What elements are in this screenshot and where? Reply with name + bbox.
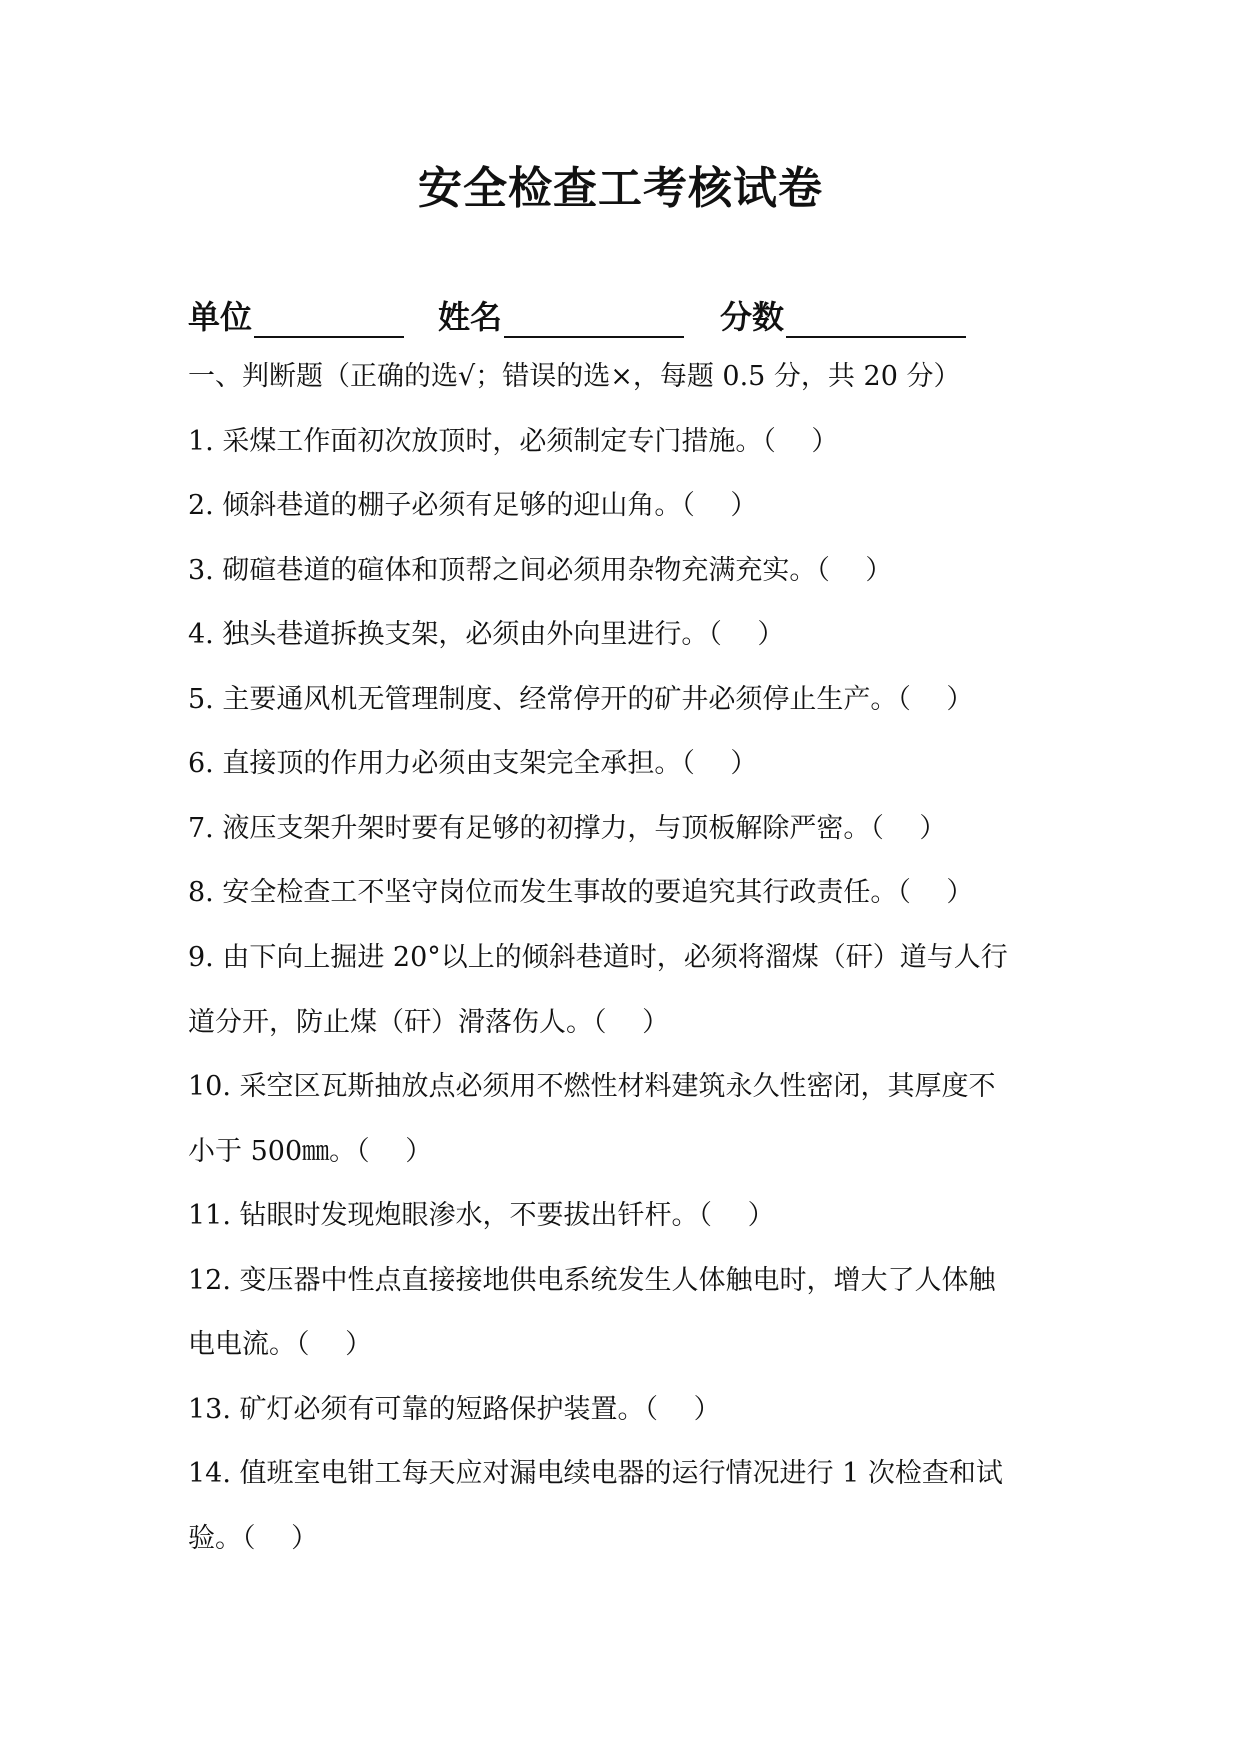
score-field — [720, 292, 966, 338]
question-line: 11. 钻眼时发现炮眼渗水，不要拔出钎杆。（ ） — [188, 1200, 775, 1231]
question-line: 4. 独头巷道拆换支架，必须由外向里进行。（ ） — [188, 619, 785, 650]
question-line: 8. 安全检查工不坚守岗位而发生事故的要追究其行政责任。（ ） — [188, 877, 974, 908]
unit-label: 单位 — [188, 298, 253, 336]
question-line-continued: 验。（ ） — [188, 1523, 319, 1554]
question-line: 2. 倾斜巷道的棚子必须有足够的迎山角。（ ） — [188, 490, 758, 521]
score-label: 分数 — [720, 298, 785, 336]
section-heading: 一、判断题（正确的选√；错误的选×，每题 0.5 分，共 20 分） — [188, 361, 961, 392]
score-blank-line — [786, 300, 966, 338]
question-line: 5. 主要通风机无管理制度、经常停开的矿井必须停止生产。（ ） — [188, 684, 974, 715]
question-line-continued: 道分开，防止煤（矸）滑落伤人。（ ） — [188, 1007, 670, 1038]
question-line: 6. 直接顶的作用力必须由支架完全承担。（ ） — [188, 748, 758, 779]
question-line: 13. 矿灯必须有可靠的短路保护装置。（ ） — [188, 1394, 721, 1425]
name-field — [438, 292, 684, 338]
name-blank-line — [504, 300, 684, 338]
question-line: 14. 值班室电钳工每天应对漏电续电器的运行情况进行 1 次检查和试 — [188, 1458, 1003, 1489]
question-line-continued: 小于 500㎜。（ ） — [188, 1136, 433, 1167]
question-line: 12. 变压器中性点直接接地供电系统发生人体触电时，增大了人体触 — [188, 1265, 996, 1296]
question-line: 9. 由下向上掘进 20°以上的倾斜巷道时，必须将溜煤（矸）道与人行 — [188, 942, 1008, 973]
question-line-continued: 电电流。（ ） — [188, 1329, 373, 1360]
name-label: 姓名 — [438, 298, 503, 336]
page-title: 安全检查工考核试卷 — [418, 163, 823, 214]
unit-blank-line — [254, 300, 404, 338]
question-line: 3. 砌碹巷道的碹体和顶帮之间必须用杂物充满充实。（ ） — [188, 555, 893, 586]
question-line: 1. 采煤工作面初次放顶时，必须制定专门措施。（ ） — [188, 426, 839, 457]
unit-field — [188, 292, 404, 338]
question-line: 7. 液压支架升架时要有足够的初撑力，与顶板解除严密。（ ） — [188, 813, 947, 844]
question-line: 10. 采空区瓦斯抽放点必须用不燃性材料建筑永久性密闭，其厚度不 — [188, 1071, 996, 1102]
